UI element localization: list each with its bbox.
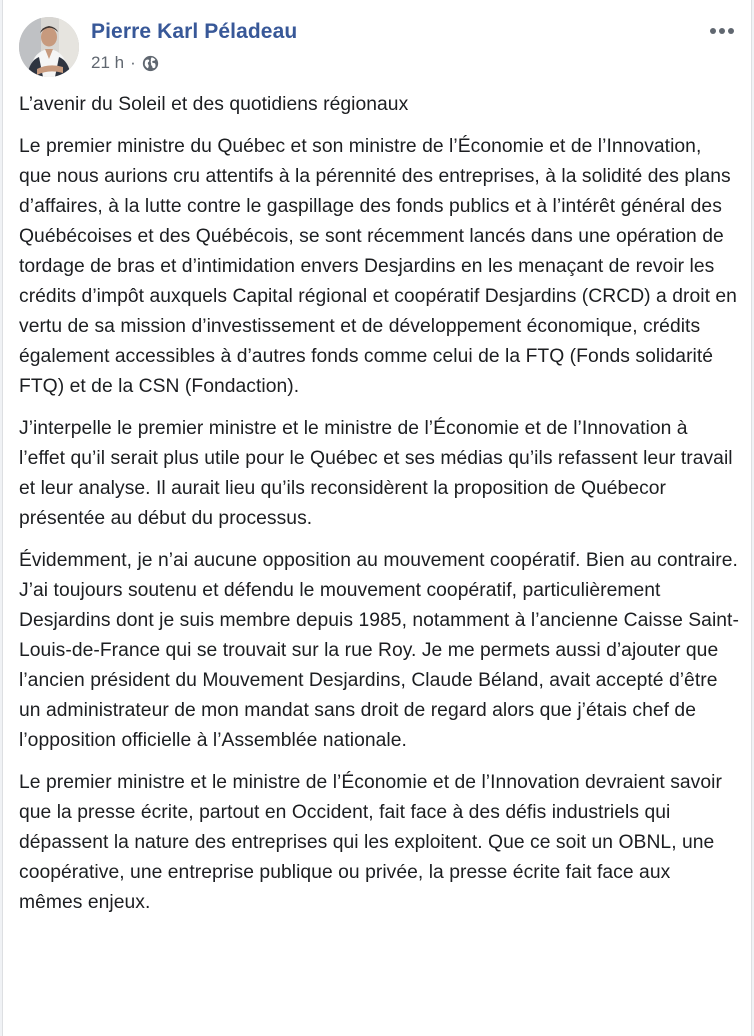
post-paragraph: J’interpelle le premier ministre et le ministre de l’Économie et de l’Innovation à l’effet qu’il serait plus utile pour le Québec et ses médias qu’ils refassent leur travail et leur analyse. Il aurait lieu qu’ils reconsidèrent la proposition de Québecor présentée au début du processus. bbox=[19, 418, 733, 529]
author-avatar[interactable] bbox=[19, 17, 79, 77]
post-paragraph: Le premier ministre et le ministre de l’Économie et de l’Innovation devraient savoir que la presse écrite, partout en Occident, fait face à des défis industriels qui dépassent la nature des entreprises qui les exploitent. Que ce soit un OBNL, une coopérative, une entreprise publique ou privée, la presse écrite fait face aux mêmes enjeux. bbox=[19, 772, 722, 913]
meta-separator: · bbox=[130, 53, 136, 72]
post-title-paragraph: L’avenir du Soleil et des quotidiens régionaux bbox=[19, 94, 409, 115]
post-card bbox=[2, 0, 752, 1036]
post-meta bbox=[91, 51, 159, 75]
post-text bbox=[19, 90, 739, 930]
globe-icon[interactable] bbox=[142, 55, 159, 72]
more-options-icon[interactable] bbox=[707, 20, 737, 42]
post-paragraph: Le premier ministre du Québec et son ministre de l’Économie et de l’Innovation, que nous aurions cru attentifs à la pérennité des entreprises, à la solidité des plans d’affaires, à la lutte contre le gaspillage des fonds publics et à l’intérêt général des Québécoises et des Québécois, se sont récemment lancés dans une opération de tordage de bras et d’intimidation envers Desjardins en les menaçant de revoir les crédits d’impôt auxquels Capital régional et coopératif Desjardins (CRCD) a droit en vertu de sa mission d’investissement et de développement économique, crédits également accessibles à d’autres fonds comme celui de la FTQ (Fonds solidarité FTQ) et de la CSN (Fondaction). bbox=[19, 136, 737, 397]
avatar-photo bbox=[19, 17, 79, 77]
post-paragraph: Évidemment, je n’ai aucune opposition au mouvement coopératif. Bien au contraire. J’ai toujours soutenu et défendu le mouvement coopératif, particulièrement Desjardins dont je suis membre depuis 1985, notamment à l’ancienne Caisse Saint-Louis-de-France qui se trouvait sur la rue Roy. Je me permets aussi d’ajouter que l’ancien président du Mouvement Desjardins, Claude Béland, avait accepté d’être un administrateur de mon mandat sans droit de regard alors que j’étais chef de l’opposition officielle à l’Assemblée nationale. bbox=[19, 550, 739, 751]
post-timestamp[interactable]: 21 h bbox=[91, 53, 125, 72]
author-name-link[interactable]: Pierre Karl Péladeau bbox=[91, 20, 298, 43]
post-header bbox=[3, 0, 751, 90]
